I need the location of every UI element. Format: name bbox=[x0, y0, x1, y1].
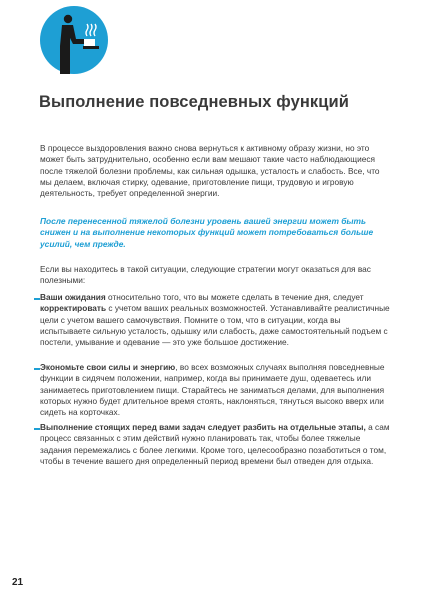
list-item bbox=[40, 422, 390, 467]
bullet-emphasis: корректировать bbox=[40, 303, 107, 314]
person-cooking-icon bbox=[40, 6, 108, 74]
bullet-marker bbox=[34, 428, 40, 430]
bullet-lead: Выполнение стоящих перед вами задач следует разбить на отдельные этапы, bbox=[40, 422, 366, 432]
list-item bbox=[40, 292, 390, 348]
intro-paragraph: В процессе выздоровления важно снова вернуться к активному образу жизни, но это может быть затруднительно, особенно если вам мешают такие часто наблюдающиеся после тяжелой болезни проблемы, как сильная одышка, усталость и слабость. Все, что мы делаем, включая стирку, одевание, приготовление пищи, трудовую и игровую деятельность, требует определенной энергии. bbox=[40, 143, 380, 199]
strategies-intro: Если вы находитесь в такой ситуации, следующие стратегии могут оказаться для вас полезными: bbox=[40, 264, 371, 286]
page-title: Выполнение повседневных функций bbox=[39, 93, 349, 111]
bullet-lead: Экономьте свои силы и энергию bbox=[40, 362, 176, 372]
highlight-paragraph: После перенесенной тяжелой болезни уровень вашей энергии может быть снижен и на выполнение некоторых функций может потребоваться больше усилий, чем прежде. bbox=[40, 216, 374, 249]
bullet-text: Ваши ожидания относительно того, что вы можете сделать в течение дня, следует корректировать с учетом ваших реальных возможностей. Устанавливайте реалистичные цели с учетом вашего самочувствия. Помните о том, что в ситуации, когда вы испытываете сильную усталость, одышку или слабость, даже самостоятельный подъем с постели, умывание и одевание — это уже большое достижение. bbox=[40, 292, 390, 348]
list-item bbox=[40, 362, 390, 418]
bullet-marker bbox=[34, 298, 40, 300]
bullet-text: Выполнение стоящих перед вами задач следует разбить на отдельные этапы, а сам процесс связанных с этим действий нужно планировать так, чтобы более тяжелые задания перемежались с более легкими. Кроме того, целесообразно позаботиться о том, чтобы в течение вашего дня определенный период времени был отведен для отдыха. bbox=[40, 422, 390, 466]
bullet-lead: Ваши ожидания bbox=[40, 292, 106, 302]
bullet-text: Экономьте свои силы и энергию, во всех возможных случаях выполняя повседневные функции в сидячем положении, например, когда вы принимаете душ, одеваетесь или занимаетесь приготовлением пищи. Старайтесь не заниматься делами, для выполнения которых нужно будет длительное время стоять, наклоняться, тянуться высоко вверх или сидеть на корточках. bbox=[40, 362, 385, 418]
page-number: 21 bbox=[12, 577, 24, 588]
bullet-marker bbox=[34, 368, 40, 370]
